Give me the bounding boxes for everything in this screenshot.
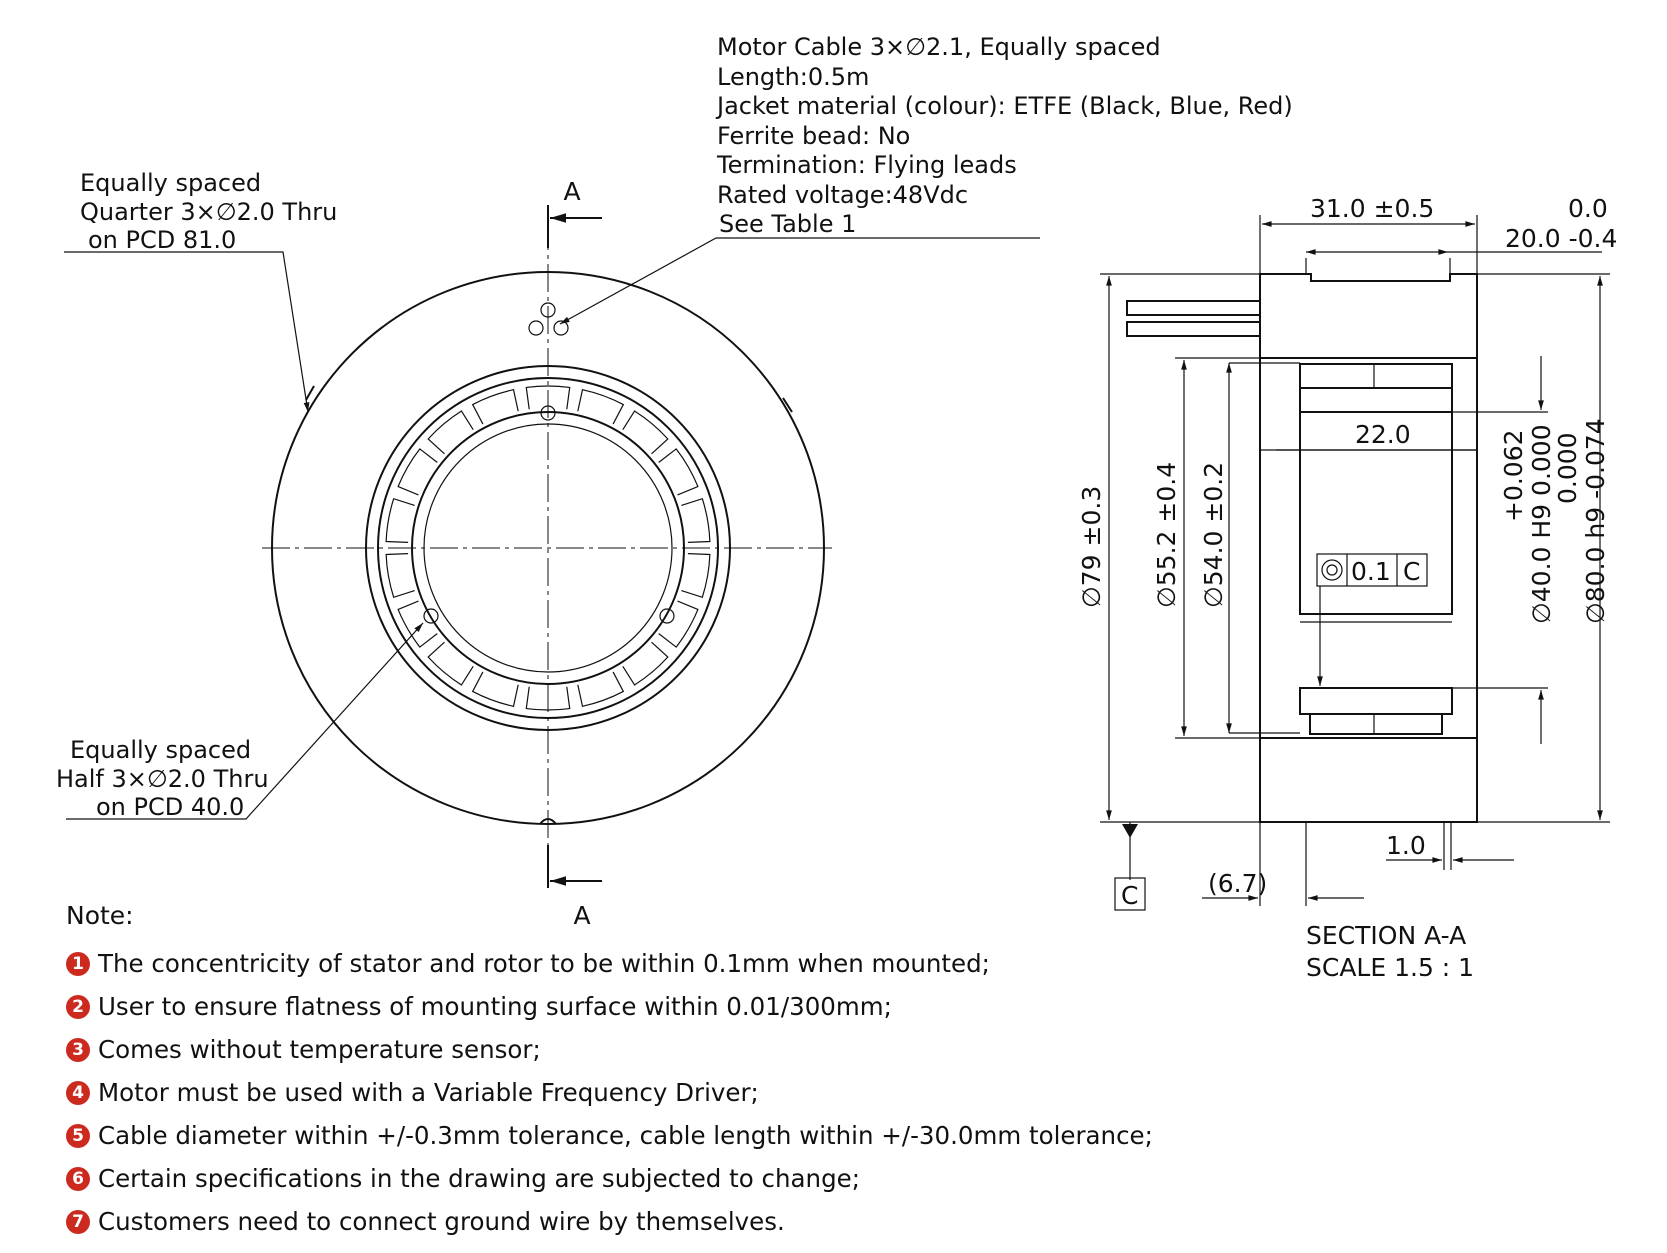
note-item <box>66 1157 1296 1200</box>
callout-line: on PCD 40.0 <box>96 793 245 821</box>
note-number: 5 <box>66 1124 90 1148</box>
note-text: User to ensure flatness of mounting surface within 0.01/300mm; <box>98 992 892 1021</box>
stator-slot <box>428 642 473 685</box>
cable-spec-line: See Table 1 <box>719 210 857 238</box>
stator-slot <box>659 449 698 495</box>
cable-stub-top <box>1127 301 1260 315</box>
stator-slot <box>398 449 437 495</box>
bore-notch-right <box>660 609 674 623</box>
tolerance-datum: C <box>1403 557 1421 586</box>
stator-slot <box>681 554 710 598</box>
section-view <box>1077 194 1617 982</box>
section-title: SECTION A-A <box>1306 921 1467 950</box>
tolerance-value: 0.1 <box>1351 557 1391 586</box>
dim-1-label: 1.0 <box>1386 831 1426 860</box>
cable-leader <box>560 238 1040 324</box>
stator-slot <box>578 672 624 706</box>
dim-79-label: ∅79 ±0.3 <box>1077 485 1106 608</box>
datum-label: C <box>1121 881 1139 910</box>
dim-40-label: ∅40.0 H9 0.000 <box>1527 424 1556 624</box>
note-item <box>66 985 1296 1028</box>
note-text: Certain specifications in the drawing are subjected to change; <box>98 1164 860 1193</box>
quarter-holes-callout <box>64 169 337 412</box>
stator-slot <box>623 642 668 685</box>
note-number: 4 <box>66 1081 90 1105</box>
dim-67-label: (6.7) <box>1208 869 1268 898</box>
stator-slot <box>386 554 415 598</box>
datum-triangle <box>1122 824 1138 838</box>
cable-spec-line: Termination: Flying leads <box>717 151 1017 179</box>
cable-hole-left <box>529 321 543 335</box>
callout-line: Quarter 3×∅2.0 Thru <box>80 198 338 226</box>
housing-bottom <box>1260 738 1477 822</box>
note-item <box>66 942 1296 985</box>
stator-tooth-bottom <box>1310 714 1442 734</box>
concentricity-icon <box>1322 560 1342 580</box>
notes-heading: Note: <box>66 901 134 930</box>
stator-slot <box>473 390 519 424</box>
note-number: 3 <box>66 1038 90 1062</box>
note-text: Motor must be used with a Variable Frequency Driver; <box>98 1078 759 1107</box>
note-item <box>66 1114 1296 1157</box>
stator-tooth-top <box>1300 364 1452 388</box>
concentricity-icon-inner <box>1327 565 1337 575</box>
note-number: 2 <box>66 995 90 1019</box>
housing-top <box>1260 274 1477 358</box>
stator-slot <box>473 672 519 706</box>
note-item <box>66 1200 1296 1243</box>
stator-slot <box>681 499 710 543</box>
note-text: Cable diameter within +/-0.3mm tolerance, cable length within +/-30.0mm tolerance; <box>98 1121 1153 1150</box>
section-scale: SCALE 1.5 : 1 <box>1306 953 1475 982</box>
cable-spec-line: Jacket material (colour): ETFE (Black, Blue, Red) <box>717 92 1293 120</box>
section-label-bottom: A <box>573 901 591 930</box>
dim-55-label: ∅55.2 ±0.4 <box>1152 461 1181 608</box>
cable-stub-bottom <box>1127 322 1260 336</box>
note-number: 6 <box>66 1167 90 1191</box>
section-label-top: A <box>563 177 581 206</box>
note-text: The concentricity of stator and rotor to be within 0.1mm when mounted; <box>98 949 990 978</box>
note-item <box>66 1071 1296 1114</box>
cable-spec-line: Rated voltage:48Vdc <box>717 181 969 209</box>
callout-line: on PCD 81.0 <box>88 226 237 254</box>
stator-slot <box>623 411 668 454</box>
dim-22-label: 22.0 <box>1355 420 1411 449</box>
dim-20-label: 20.0 -0.4 <box>1505 224 1618 253</box>
stator-slot <box>386 499 415 543</box>
note-text: Comes without temperature sensor; <box>98 1035 541 1064</box>
stator-slot <box>659 601 698 647</box>
note-number: 7 <box>66 1210 90 1234</box>
note-number: 1 <box>66 952 90 976</box>
cable-spec-text <box>715 33 1293 238</box>
dim-80-tol: 0.000 <box>1553 432 1582 504</box>
quarter-leader <box>64 252 308 412</box>
callout-line: Equally spaced <box>80 169 262 197</box>
dim-80-label: ∅80.0 h9 -0.074 <box>1581 418 1610 624</box>
stator-slot <box>578 390 624 424</box>
callout-line: Half 3×∅2.0 Thru <box>56 765 269 793</box>
stator-yoke-bottom <box>1300 688 1452 714</box>
callout-line: Equally spaced <box>70 736 252 764</box>
note-text: Customers need to connect ground wire by themselves. <box>98 1207 785 1236</box>
dim-31-label: 31.0 ±0.5 <box>1310 194 1435 223</box>
stator-slot <box>428 411 473 454</box>
dim-54-label: ∅54.0 ±0.2 <box>1199 461 1228 608</box>
dim-40-tol: +0.062 <box>1499 429 1528 522</box>
half-holes-callout <box>56 623 423 821</box>
cable-spec-line: Ferrite bead: No <box>717 122 911 150</box>
dim-tol-upper: 0.0 <box>1568 194 1608 223</box>
notes-block <box>66 898 1296 1243</box>
stator-slot <box>398 601 437 647</box>
stator-yoke-top <box>1300 388 1452 412</box>
cable-spec-line: Length:0.5m <box>717 63 870 91</box>
note-item <box>66 1028 1296 1071</box>
cable-spec-line: Motor Cable 3×∅2.1, Equally spaced <box>717 33 1161 61</box>
front-view <box>56 33 1293 930</box>
